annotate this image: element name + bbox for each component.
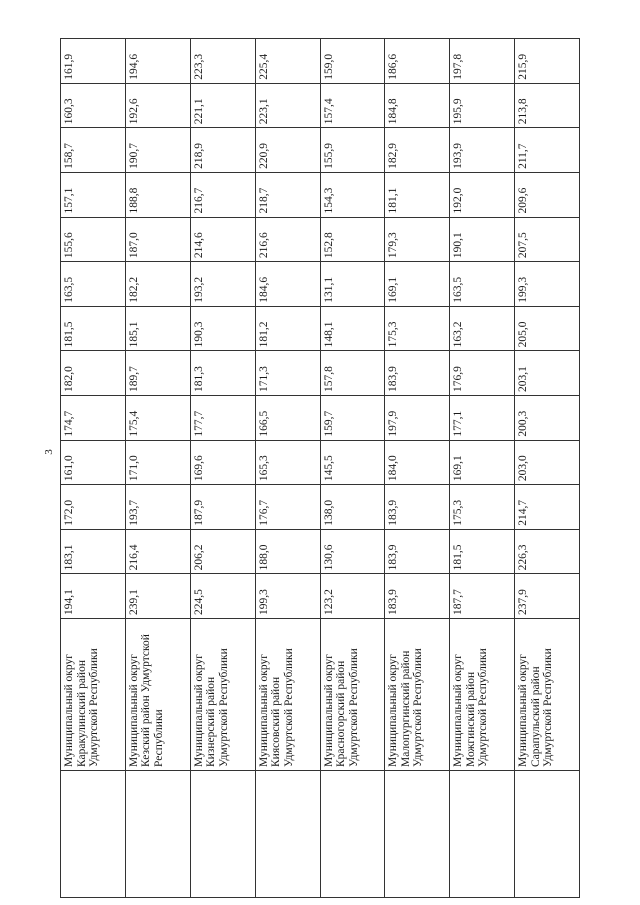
value-cell: 165,3: [255, 440, 320, 485]
value-cell: 181,5: [450, 529, 515, 574]
table-row: [320, 39, 385, 898]
table-row: [190, 39, 255, 898]
value-cell: 181,2: [255, 306, 320, 351]
value-cell: 155,9: [320, 128, 385, 173]
table-row: [515, 39, 580, 898]
value-cell: 155,6: [61, 217, 126, 262]
value-cell: 123,2: [320, 574, 385, 619]
value-cell: 158,7: [61, 128, 126, 173]
value-cell: 184,0: [385, 440, 450, 485]
value-cell: 214,7: [515, 485, 580, 530]
table-row: [450, 39, 515, 898]
value-cell: 187,9: [190, 485, 255, 530]
value-cell: 175,4: [125, 395, 190, 440]
value-cell: 157,1: [61, 172, 126, 217]
value-cell: 184,8: [385, 83, 450, 128]
value-cell: 174,7: [61, 395, 126, 440]
value-cell: 177,7: [190, 395, 255, 440]
value-cell: 193,9: [450, 128, 515, 173]
value-cell: 145,5: [320, 440, 385, 485]
value-cell: 183,9: [385, 351, 450, 396]
value-cell: 197,9: [385, 395, 450, 440]
row-name-cell: Муниципальный округ Можгинский район Удмуртской Республики: [450, 619, 515, 771]
value-cell: 182,9: [385, 128, 450, 173]
value-cell: 199,3: [515, 262, 580, 307]
data-table: [60, 38, 580, 898]
value-cell: 175,3: [385, 306, 450, 351]
value-cell: 225,4: [255, 39, 320, 84]
value-cell: 216,6: [255, 217, 320, 262]
row-blank-cell: [61, 771, 126, 898]
value-cell: 220,9: [255, 128, 320, 173]
value-cell: 169,1: [450, 440, 515, 485]
value-cell: 161,9: [61, 39, 126, 84]
value-cell: 207,5: [515, 217, 580, 262]
value-cell: 205,0: [515, 306, 580, 351]
value-cell: 182,0: [61, 351, 126, 396]
value-cell: 214,6: [190, 217, 255, 262]
value-cell: 181,5: [61, 306, 126, 351]
value-cell: 193,7: [125, 485, 190, 530]
value-cell: 181,3: [190, 351, 255, 396]
value-cell: 190,3: [190, 306, 255, 351]
row-blank-cell: [515, 771, 580, 898]
value-cell: 197,8: [450, 39, 515, 84]
value-cell: 200,3: [515, 395, 580, 440]
row-name-cell: Муниципальный округ Красногорский район Удмуртской Республики: [320, 619, 385, 771]
value-cell: 138,0: [320, 485, 385, 530]
value-cell: 223,1: [255, 83, 320, 128]
value-cell: 218,9: [190, 128, 255, 173]
row-name-cell: Муниципальный округ Малопургинский район Удмуртской Республики: [385, 619, 450, 771]
value-cell: 215,9: [515, 39, 580, 84]
value-cell: 152,8: [320, 217, 385, 262]
value-cell: 176,7: [255, 485, 320, 530]
value-cell: 213,8: [515, 83, 580, 128]
value-cell: 209,6: [515, 172, 580, 217]
value-cell: 172,0: [61, 485, 126, 530]
value-cell: 176,9: [450, 351, 515, 396]
value-cell: 169,1: [385, 262, 450, 307]
value-cell: 194,6: [125, 39, 190, 84]
row-blank-cell: [450, 771, 515, 898]
value-cell: 166,5: [255, 395, 320, 440]
value-cell: 160,3: [61, 83, 126, 128]
value-cell: 226,3: [515, 529, 580, 574]
value-cell: 211,7: [515, 128, 580, 173]
value-cell: 171,0: [125, 440, 190, 485]
value-cell: 171,3: [255, 351, 320, 396]
value-cell: 216,7: [190, 172, 255, 217]
table-row: [255, 39, 320, 898]
row-name-cell: Муниципальный округ Кизнерский район Удмуртской Республики: [190, 619, 255, 771]
row-name-cell: Муниципальный округ Кезский район Удмуртской Республики: [125, 619, 190, 771]
value-cell: 188,0: [255, 529, 320, 574]
row-blank-cell: [190, 771, 255, 898]
value-cell: 194,1: [61, 574, 126, 619]
value-cell: 179,3: [385, 217, 450, 262]
value-cell: 157,8: [320, 351, 385, 396]
value-cell: 223,3: [190, 39, 255, 84]
value-cell: 177,1: [450, 395, 515, 440]
value-cell: 192,6: [125, 83, 190, 128]
value-cell: 192,0: [450, 172, 515, 217]
value-cell: 163,5: [450, 262, 515, 307]
value-cell: 159,0: [320, 39, 385, 84]
value-cell: 203,1: [515, 351, 580, 396]
row-name-cell: Муниципальный округ Киясовский район Удмуртской Республики: [255, 619, 320, 771]
value-cell: 187,7: [450, 574, 515, 619]
value-cell: 203,0: [515, 440, 580, 485]
table-row: [61, 39, 126, 898]
value-cell: 163,5: [61, 262, 126, 307]
table-row: [125, 39, 190, 898]
row-blank-cell: [255, 771, 320, 898]
page-number: 3: [42, 449, 55, 455]
value-cell: 224,5: [190, 574, 255, 619]
rotated-table-container: [60, 38, 580, 898]
value-cell: 237,9: [515, 574, 580, 619]
table-row: [385, 39, 450, 898]
value-cell: 182,2: [125, 262, 190, 307]
value-cell: 199,3: [255, 574, 320, 619]
value-cell: 239,1: [125, 574, 190, 619]
value-cell: 131,1: [320, 262, 385, 307]
value-cell: 186,6: [385, 39, 450, 84]
value-cell: 216,4: [125, 529, 190, 574]
value-cell: 195,9: [450, 83, 515, 128]
value-cell: 157,4: [320, 83, 385, 128]
value-cell: 221,1: [190, 83, 255, 128]
value-cell: 163,2: [450, 306, 515, 351]
value-cell: 183,9: [385, 485, 450, 530]
value-cell: 169,6: [190, 440, 255, 485]
value-cell: 159,7: [320, 395, 385, 440]
row-blank-cell: [320, 771, 385, 898]
value-cell: 181,1: [385, 172, 450, 217]
value-cell: 218,7: [255, 172, 320, 217]
value-cell: 148,1: [320, 306, 385, 351]
value-cell: 130,6: [320, 529, 385, 574]
row-blank-cell: [385, 771, 450, 898]
value-cell: 193,2: [190, 262, 255, 307]
value-cell: 184,6: [255, 262, 320, 307]
value-cell: 190,7: [125, 128, 190, 173]
row-name-cell: Муниципальный округ Каракулинский район Удмуртской Республики: [61, 619, 126, 771]
value-cell: 206,2: [190, 529, 255, 574]
value-cell: 188,8: [125, 172, 190, 217]
value-cell: 190,1: [450, 217, 515, 262]
value-cell: 187,0: [125, 217, 190, 262]
row-blank-cell: [125, 771, 190, 898]
value-cell: 183,9: [385, 529, 450, 574]
value-cell: 183,9: [385, 574, 450, 619]
value-cell: 161,0: [61, 440, 126, 485]
value-cell: 175,3: [450, 485, 515, 530]
value-cell: 185,1: [125, 306, 190, 351]
value-cell: 189,7: [125, 351, 190, 396]
value-cell: 154,3: [320, 172, 385, 217]
row-name-cell: Муниципальный округ Сарапульский район Удмуртской Республики: [515, 619, 580, 771]
value-cell: 183,1: [61, 529, 126, 574]
